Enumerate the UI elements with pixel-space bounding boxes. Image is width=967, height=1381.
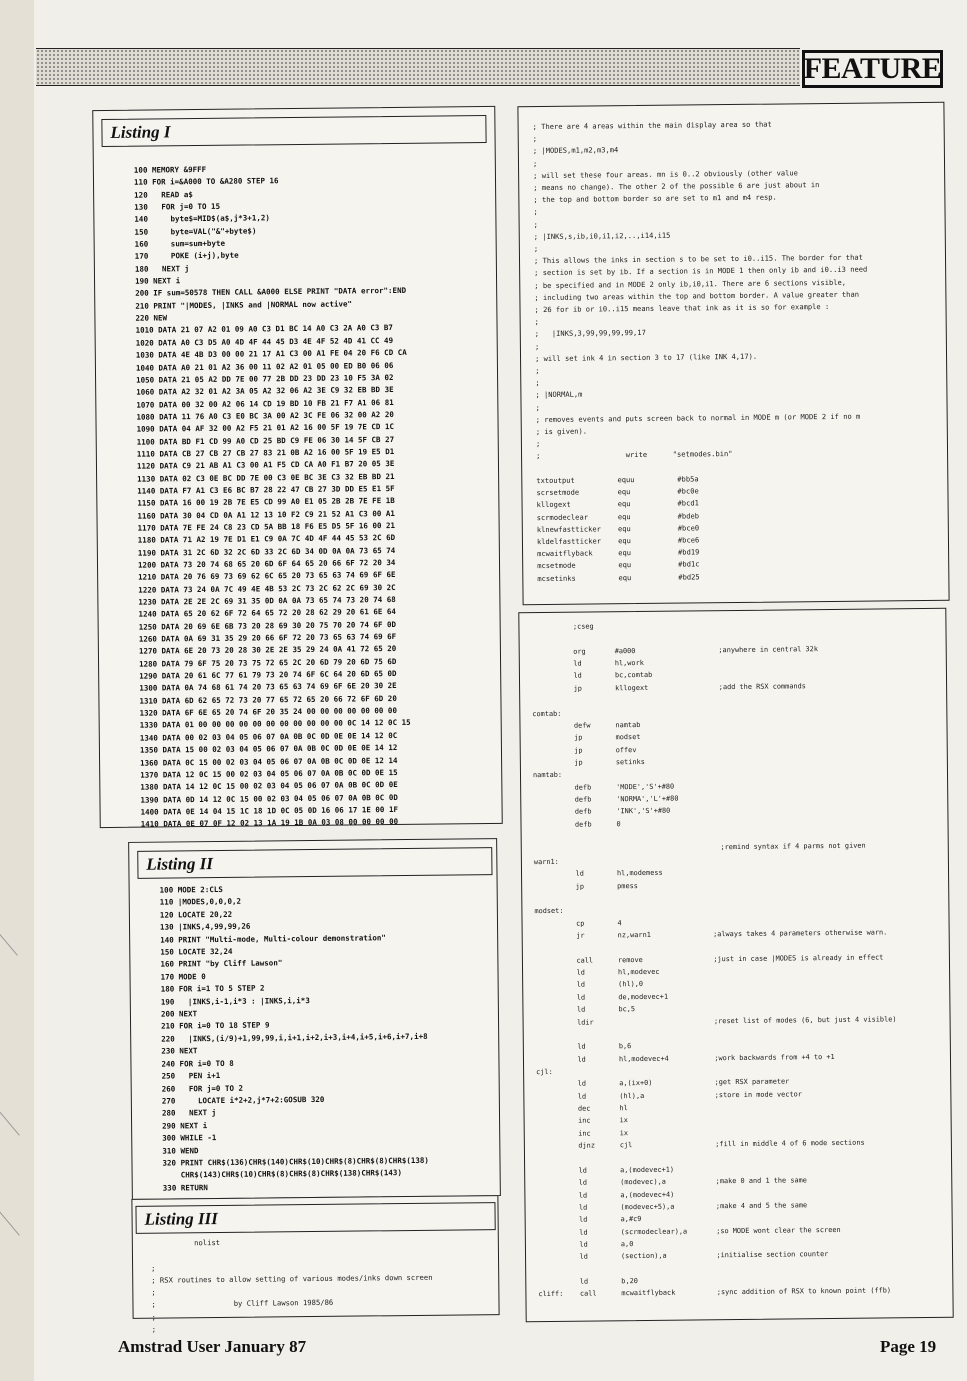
code-line: ld (hl),0 [535, 980, 644, 990]
code-line: ld (modevec+5),a ;make 4 and 5 the same [537, 1201, 808, 1212]
code-line: 1350 DATA 15 00 02 03 04 05 06 07 0A 0B 0C 0D 0E 0E 14 12 [139, 743, 398, 755]
code-line: CHR$(143)CHR$(10)CHR$(8)CHR$(8)CHR$(138)CHR$(143) [162, 1168, 402, 1180]
code-line: 1290 DATA 20 61 6C 77 61 79 73 20 74 6F 6C 64 20 6D 65 0D [139, 669, 397, 681]
code-line: ; [151, 1312, 156, 1322]
code-line: ld hl,modevec+4 ;work backwards from +4 to +1 [535, 1052, 835, 1064]
code-line: ld b,6 [535, 1042, 632, 1052]
code-line: defb 'MODE','S'+#80 [533, 782, 675, 792]
code-line: ; will set ink 4 in section 3 to 17 (like INK 4,17). [534, 351, 758, 363]
code-line: 1010 DATA 21 07 A2 01 09 A0 C3 D1 BC 14 A0 C3 2A A0 C3 B7 [135, 323, 393, 336]
code-line: ; [534, 341, 540, 351]
code-line: ; [535, 378, 540, 388]
code-line: 1180 DATA 71 A2 19 7E D1 E1 C9 0A 7C 4D 4F 44 45 53 2C 6D [137, 533, 396, 545]
code-line: ; by Cliff Lawson 1985/86 [151, 1298, 334, 1309]
listing-1-code [134, 162, 412, 831]
code-line: 1370 DATA 12 0C 15 00 02 03 04 05 06 07 0A 0B 0C 0D 0E 15 [140, 767, 398, 780]
code-line: 220 NEW [135, 313, 168, 323]
code-line: 110 |MODES,0,0,0,2 [159, 897, 242, 908]
code-line: comtab: [532, 709, 562, 718]
code-line: ; [151, 1263, 156, 1273]
code-line: 1060 DATA A2 32 01 A2 3A 05 A2 32 06 A2 3E C9 32 EB BD 3E [136, 385, 394, 397]
assembly-code [531, 617, 899, 1301]
code-line: ; [151, 1287, 156, 1297]
code-line: ld bc,5 [535, 1005, 636, 1015]
code-line: 330 RETURN [162, 1182, 208, 1193]
code-line: 150 byte=VAL("&"+byte$) [134, 226, 257, 237]
code-line: 180 NEXT j [134, 263, 190, 274]
code-line: 1260 DATA 0A 69 31 35 29 20 66 6F 72 20 73 65 63 74 69 6F [138, 632, 397, 644]
code-line: ; section is set by ib. If a section is in MODE 1 then only ib and i0..i3 need [534, 265, 868, 278]
code-line: 320 PRINT CHR$(136)CHR$(140)CHR$(10)CHR$(8)CHR$(8)CHR$(138) [162, 1155, 429, 1168]
code-line: cp 4 [534, 918, 622, 928]
code-line: 1250 DATA 20 69 6E 6B 73 20 28 69 30 20 75 70 20 74 6F 0D [138, 619, 397, 632]
code-line: dec hl [536, 1104, 628, 1114]
code-line: ; [534, 317, 539, 327]
code-line: mcsetinks equ #bd25 [537, 571, 700, 583]
page-edge-strip [0, 0, 34, 1381]
listing-2-code [160, 882, 430, 1195]
code-line: 1040 DATA A0 21 01 A2 36 00 11 02 A2 01 05 00 ED B0 06 06 [135, 360, 394, 373]
code-line: warn1: [533, 857, 559, 866]
code-line: ; [533, 244, 539, 254]
code-line: ; [532, 158, 538, 168]
code-line: kllogext equ #bcd1 [536, 498, 699, 510]
code-line: inc ix [536, 1128, 629, 1138]
code-line: mcwaitflyback equ #bd19 [537, 547, 700, 559]
code-line: ; [535, 366, 540, 376]
code-line: 1100 DATA BD F1 CD 99 A0 CD 25 BD C9 FE 06 30 14 5F CB 27 [136, 434, 395, 447]
code-line: 1210 DATA 20 76 69 73 69 62 6C 65 20 73 65 63 74 69 6F 6E [138, 570, 396, 583]
code-line: namtab: [532, 771, 563, 780]
code-line: 1310 DATA 6D 62 65 72 73 20 77 65 72 65 20 66 72 6F 6D 20 [139, 693, 397, 706]
listing-2-panel [128, 838, 501, 1200]
code-line: 1120 DATA C9 21 AB A1 C3 00 A1 F5 CD CA A0 F1 B7 20 05 3E [136, 459, 395, 471]
code-line: defw namtab [532, 720, 641, 730]
code-line: 170 MODE 0 [160, 971, 206, 982]
listing-2-title: Listing II [137, 847, 492, 879]
code-line: scrmodeclear equ #bdeb [536, 510, 700, 522]
code-line: 160 PRINT "by Cliff Lawson" [160, 958, 283, 970]
code-line: 210 PRINT "|MODES, |INKS and |NORMAL now active" [135, 299, 353, 311]
code-line: 1380 DATA 14 12 0C 15 00 02 03 04 05 06 07 0A 0B 0C 0D 0E [140, 780, 398, 792]
code-line: ld b,20 [538, 1277, 638, 1287]
code-line: ; |NORMAL,m [535, 390, 583, 400]
code-line: 1200 DATA 73 20 74 68 65 20 6D 6F 64 65 20 66 6F 72 20 34 [137, 557, 396, 570]
code-line: 1220 DATA 73 24 0A 7C 49 4E 4B 53 2C 73 2C 62 2C 69 30 2C [138, 582, 396, 595]
code-line: ld bc,comtab [531, 671, 653, 681]
code-line: ; removes events and puts screen back to normal in MODE m (or MODE 2 if no m [535, 411, 861, 424]
code-line: defb 0 [533, 819, 621, 829]
code-line: 1330 DATA 01 00 00 00 00 00 00 00 00 00 00 00 0C 14 12 0C 15 [139, 718, 411, 731]
code-line: 1400 DATA 0E 14 04 15 1C 18 1D 0C 05 0D 16 06 17 1E 00 1F [140, 804, 399, 817]
code-line: 190 |INKS,i-1,i*3 : |INKS,i,i*3 [160, 995, 310, 1007]
code-line: jr nz,warn1 ;always takes 4 parameters otherwise warn. [534, 928, 888, 941]
code-line: 140 PRINT "Multi-mode, Multi-colour demonstration" [160, 932, 386, 945]
code-line: 1320 DATA 6F 6E 65 20 74 6F 20 35 24 00 00 00 00 00 00 00 [139, 706, 397, 718]
code-line: ld de,modevec+1 [535, 992, 669, 1002]
code-line: ;cseg [531, 622, 594, 632]
code-line: ld a,(ix+0) ;get RSX parameter [536, 1077, 790, 1089]
code-line: txtoutput equu #bb5a [536, 474, 699, 485]
code-line: ; means no change). The other 2 of the possible 6 are just about in [533, 180, 820, 193]
code-line: jp setinks [532, 757, 645, 768]
code-line: ld (hl),a ;store in mode vector [536, 1089, 802, 1101]
comments-panel [517, 102, 949, 605]
code-line: ; [532, 134, 538, 144]
code-line: ld (modevec),a ;make 0 and 1 the same [537, 1176, 807, 1188]
code-line: 130 |INKS,4,99,99,26 [159, 921, 251, 932]
code-line: 1410 DATA 0E 07 0F 12 02 13 1A 19 1B 0A 03 08 00 00 00 00 [140, 817, 399, 829]
comments-code [533, 118, 871, 585]
code-line: 1020 DATA A0 C3 D5 A0 4D 4F 44 45 D3 4E 4F 52 4D 41 CC 49 [135, 335, 394, 348]
code-line: call remove ;just in case |MODES is already in effect [534, 953, 884, 965]
code-line: 1280 DATA 79 6F 75 20 73 75 72 65 2C 20 6D 79 20 6D 75 6D [139, 656, 397, 669]
code-line: 130 FOR j=0 TO 15 [134, 201, 221, 212]
listing-3-title: Listing III [135, 1202, 495, 1234]
code-line: 120 LOCATE 20,22 [159, 909, 233, 920]
code-line: 200 IF sum=50578 THEN CALL &A000 ELSE PRINT "DATA error":END [135, 286, 407, 299]
code-line: defb 'NORMA','L'+#80 [533, 794, 679, 805]
code-line: 150 LOCATE 32,24 [160, 946, 233, 957]
code-line: cjl: [536, 1067, 553, 1077]
code-line: ; be specified and in MODE 2 only ib,i0,i1. There are 6 sections visible, [534, 277, 847, 290]
listing-1-panel [92, 106, 502, 828]
code-line: ; [151, 1324, 157, 1334]
code-line: org #a000 ;anywhere in central 32k [531, 644, 818, 656]
code-line: jp pmess [534, 881, 638, 891]
code-line: 190 NEXT i [134, 276, 181, 286]
code-line: djnz cjl ;fill in middle 4 of 6 mode sections [536, 1138, 865, 1151]
code-line: 1390 DATA 0D 14 12 0C 15 00 02 03 04 05 06 07 0A 0B 0C 0D [140, 792, 398, 805]
code-line: ; the top and bottom border so are set to m1 and m4 resp. [533, 192, 777, 205]
code-line: ; |INKS,s,ib,i0,i1,i2,..,i14,i15 [533, 230, 671, 241]
code-line: ; |MODES,m1,m2,m3,m4 [532, 145, 619, 156]
code-line: ; [535, 439, 541, 449]
code-line: jp kllogext ;add the RSX commands [532, 682, 806, 693]
code-line: 300 WHILE -1 [162, 1133, 217, 1143]
code-line: 1050 DATA 21 05 A2 DD 7E 00 77 2B DD 23 DD 23 10 F5 3A 02 [136, 372, 394, 385]
code-line: 1300 DATA 0A 74 68 61 74 20 73 65 63 74 69 6F 6E 20 30 2E [139, 681, 397, 694]
code-line: ld (scrmodeclear),a ;so MODE wont clear the screen [537, 1225, 841, 1237]
code-line: ; write "setmodes.bin" [536, 449, 733, 461]
code-line: ; will set these four areas. mn is 0..2 obviously (other value [533, 168, 798, 180]
code-line: 260 FOR j=0 TO 2 [161, 1083, 244, 1094]
listing-3-code [151, 1235, 433, 1336]
code-line: nolist [150, 1237, 221, 1248]
code-line: ld hl,modemess [533, 868, 663, 879]
code-line: 1340 DATA 00 02 03 04 05 06 07 0A 0B 0C 0D 0E 0E 14 12 0C [139, 730, 398, 743]
code-line: 250 PEN i+1 [161, 1071, 221, 1081]
code-line: ;remind syntax if 4 parms not given [533, 842, 866, 854]
code-line: ld a,(modevec+4) [537, 1190, 675, 1200]
code-line: 1230 DATA 2E 2E 2C 69 31 35 0D 0A 0A 73 65 74 73 20 74 68 [138, 595, 396, 607]
code-line: ; RSX routines to allow setting of various modes/inks down screen [151, 1272, 433, 1285]
code-line: ; [535, 402, 540, 412]
code-line: kldelfastticker equ #bce6 [536, 535, 700, 546]
listing-3-panel [131, 1195, 499, 1334]
code-line: 1160 DATA 30 04 CD 0A A1 12 13 10 F2 C9 21 52 A1 C3 00 A1 [137, 508, 395, 521]
code-line: klnewfastticker equ #bce0 [536, 523, 700, 534]
code-line: 140 byte$=MID$(a$,j*3+1,2) [134, 213, 270, 225]
code-line: 280 NEXT j [161, 1108, 217, 1118]
code-line: 1030 DATA 4E 4B D3 00 00 21 17 A1 C3 00 A1 FE 04 20 F6 CD CA [135, 348, 407, 360]
code-line: ; is given). [535, 426, 588, 437]
code-line: 1130 DATA 02 C3 0E BC DD 7E 00 C3 0E BC 3E C3 32 EB BD 21 [137, 471, 395, 484]
code-line: 1190 DATA 31 2C 6D 32 2C 6D 33 2C 6D 34 0D 0A 0A 73 65 74 [137, 545, 396, 558]
header-halftone-bar [36, 48, 800, 86]
code-line: ld hl,modevec [535, 967, 660, 978]
code-line: 310 WEND [162, 1145, 199, 1156]
code-line: 210 FOR i=0 TO 18 STEP 9 [161, 1020, 270, 1032]
footer-publication: Amstrad User January 87 [118, 1337, 307, 1356]
code-line: 100 MODE 2:CLS [159, 884, 223, 895]
code-line: 1270 DATA 6E 20 73 20 28 30 2E 2E 35 29 24 0A 41 72 65 20 [138, 644, 397, 657]
code-line: ; [533, 219, 538, 229]
code-line: 1090 DATA 04 AF 32 00 A2 F5 21 01 A2 16 00 5F 19 7E CD 1C [136, 422, 395, 434]
assembly-panel [518, 608, 953, 1322]
code-line: 1170 DATA 7E FE 24 C8 23 CD 5A BB 18 F6 E5 D5 5F 16 00 21 [137, 520, 396, 533]
code-line: 1070 DATA 00 32 00 A2 06 14 CD 19 BD 10 FB 21 F7 A1 06 81 [136, 397, 394, 410]
code-line: jp offev [532, 745, 637, 755]
code-line: 270 LOCATE i*2+2,j*7+2:GOSUB 320 [161, 1094, 325, 1106]
code-line: ld hl,work [531, 659, 644, 669]
footer-page-number: Page 19 [880, 1337, 937, 1356]
code-line: jp modset [532, 733, 641, 743]
code-line: ; This allows the inks in section s to be set to i0..i15. The border for that [533, 252, 863, 266]
code-line: scrsetmode equ #bc0e [536, 486, 699, 498]
code-line: 240 FOR i=0 TO 8 [161, 1058, 234, 1069]
code-line: ldir ;reset list of modes (6, but just 4 visible) [535, 1014, 897, 1027]
code-line: ld a,0 [537, 1240, 634, 1250]
code-line: inc ix [536, 1116, 628, 1126]
code-line: 1110 DATA CB 27 CB 27 CB 27 83 21 0B A2 16 00 5F 19 E5 D1 [136, 446, 395, 459]
code-line: mcsetmode equ #bd1c [537, 559, 700, 571]
code-line: ; 26 for ib or i0..i15 means leave that ink as it is so for example : [534, 302, 830, 315]
code-line: 100 MEMORY &9FFF [133, 164, 207, 175]
code-line: ld a,#c9 [537, 1215, 642, 1225]
code-line: defb 'INK','S'+#80 [533, 807, 671, 817]
code-line: ld a,(modevec+1) [537, 1165, 675, 1175]
code-line: ; including two areas within the top and bottom border. A value greater than [534, 289, 860, 302]
code-line: 200 NEXT [160, 1009, 198, 1019]
code-line: 1140 DATA F7 A1 C3 E6 BC B7 28 22 47 CB 27 3D DD E5 E1 5F [137, 483, 395, 496]
code-line: 1240 DATA 65 20 62 6F 72 64 65 72 20 28 62 29 20 61 6E 64 [138, 607, 396, 620]
code-line: 1360 DATA 0C 15 00 02 03 04 05 06 07 0A 0B 0C 0D 0E 12 14 [140, 755, 398, 768]
code-line: 290 NEXT i [162, 1120, 208, 1131]
code-line: 230 NEXT [161, 1046, 198, 1056]
code-line: cliff: call mcwaitflyback ;sync addition of RSX to known point (ffb) [538, 1286, 892, 1299]
code-line: 1150 DATA 16 00 19 2B 7E E5 CD 99 A0 E1 05 2B 2B 7E FE 1B [137, 496, 395, 508]
code-line: ; [533, 207, 538, 217]
code-line: 170 POKE (i+j),byte [134, 251, 239, 262]
code-line: ld (section),a ;initialise section counter [538, 1250, 829, 1262]
code-line: 220 |INKS,(i/9)+1,99,99,i,i+1,i+2,i+3,i+4,i+5,i+6,i+7,i+8 [161, 1031, 428, 1044]
code-line: modset: [534, 907, 564, 916]
code-line: ; |INKS,3,99,99,99,99,17 [534, 328, 646, 339]
listing-1-title: Listing I [101, 115, 486, 147]
feature-tag: FEATURE [802, 50, 943, 88]
code-line: ; There are 4 areas within the main display area so that [532, 119, 772, 132]
code-line: 1080 DATA 11 76 A0 C3 E0 BC 3A 00 A2 3C FE 06 32 00 A2 20 [136, 409, 394, 422]
code-line: 180 FOR i=1 TO 5 STEP 2 [160, 983, 265, 994]
code-line: 160 sum=sum+byte [134, 238, 226, 249]
code-line: 120 READ a$ [134, 189, 193, 200]
code-line: 110 FOR i=&A000 TO &A280 STEP 16 [133, 176, 279, 188]
